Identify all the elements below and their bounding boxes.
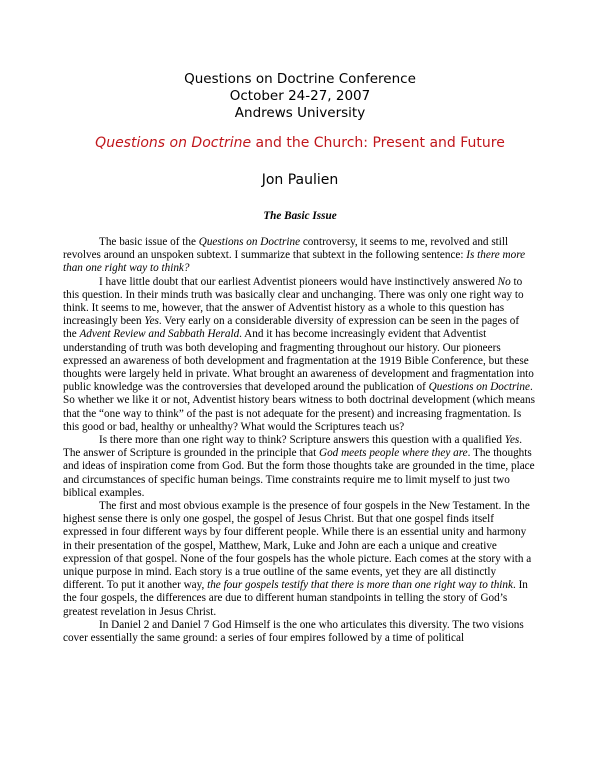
body-paragraph: [63, 276, 535, 434]
text-run: . The answer of Scripture is grounded in the principle that: [63, 434, 523, 460]
paper-title-italic: Questions on Doctrine: [95, 135, 252, 151]
conference-dates: October 24-27, 2007: [229, 88, 371, 104]
paper-title: [0, 135, 600, 152]
italic-run: Advent Review and Sabbath Herald: [79, 328, 240, 341]
italic-run: Questions on Doctrine: [428, 381, 530, 394]
italic-run: Is there more than one right way to think?: [63, 249, 526, 275]
italic-run: the four gospels testify that there is more than one right way to think: [207, 579, 513, 592]
italic-run: God meets people where they are: [319, 447, 468, 460]
text-run: controversy, it seems to me, revolved and still revolves around an unspoken subtext. I summarize that subtext in the following sentence:: [63, 236, 509, 262]
section-heading: The Basic Issue: [263, 210, 337, 222]
text-run: Is there more than one right way to think? Scripture answers this question with a qualified: [99, 434, 505, 447]
text-run: to this question. In their minds truth was basically clear and unchanging. There was only one right way to think. It seems to me, however, that the answer of Adventist history as a whole to this question has increasingly been: [63, 275, 524, 328]
body-paragraph: [63, 434, 535, 500]
body-paragraph: [63, 500, 535, 619]
text-run: . The thoughts and ideas of inspiration come from God. But the form those thoughts take are grounded in the time, place and circumstances of specific human beings. Time constraints require me to limit myself to just two biblical examples.: [63, 447, 535, 499]
text-run: I have little doubt that our earliest Adventist pioneers would have instinctively answered: [99, 275, 498, 288]
text-run: . Very early on a considerable diversity of expression can be seen in the pages of the: [63, 315, 520, 341]
italic-run: Yes: [504, 434, 520, 447]
conference-header: [0, 71, 600, 122]
text-run: . So whether we like it or not, Adventist history bears witness to both doctrinal development (which means that the “one way to think” of the past is not adequate for the present) and increasing fragmentation. Is this good or bad, healthy or unhealthy? What would the Scriptures teach us?: [63, 381, 535, 433]
text-run: . And it has become increasingly evident that Adventist understanding of truth was both developing and fragmenting throughout our history. Our pioneers expressed an awareness of both development and fragmentation at the 1919 Bible Conference, but these thoughts were largely held in private. What brought an awareness of development and fragmentation into public knowledge was the controversies that developed around the publication of: [63, 328, 534, 394]
text-run: The basic issue of the: [99, 236, 199, 248]
text-run: The first and most obvious example is the presence of four gospels in the New Testament. In the highest sense there is only one gospel, the gospel of Jesus Christ. But that one gospel finds itself expressed in four different ways by four different people. While there is an essential unity and harmony in their presentation of the gospel, Matthew, Mark, Luke and John are each a unique and creative expression of that gospel. None of the four gospels has the whole picture. Each comes at the story with a unique purpose in mind. Each story is a true outline of the same events, yet they are all distinctly different. To put it another way,: [63, 500, 532, 592]
conference-name: Questions on Doctrine Conference: [184, 71, 416, 87]
body-paragraph: [63, 619, 535, 645]
text-run: . In the four gospels, the differences are due to different human standpoints in telling the story of God’s greatest revelation in Jesus Christ.: [63, 579, 528, 618]
author-name: Jon Paulien: [261, 172, 339, 188]
italic-run: Questions on Doctrine: [198, 236, 301, 248]
italic-run: No: [497, 275, 511, 288]
paper-title-rest: and the Church: Present and Future: [251, 135, 505, 151]
conference-venue: Andrews University: [234, 105, 366, 121]
body-paragraph: [63, 236, 535, 276]
body-text: [63, 236, 535, 645]
text-run: In Daniel 2 and Daniel 7 God Himself is the one who articulates this diversity. The two visions cover essentially the same ground: a series of four empires followed by a time of political: [63, 618, 524, 645]
italic-run: Yes: [144, 315, 159, 328]
